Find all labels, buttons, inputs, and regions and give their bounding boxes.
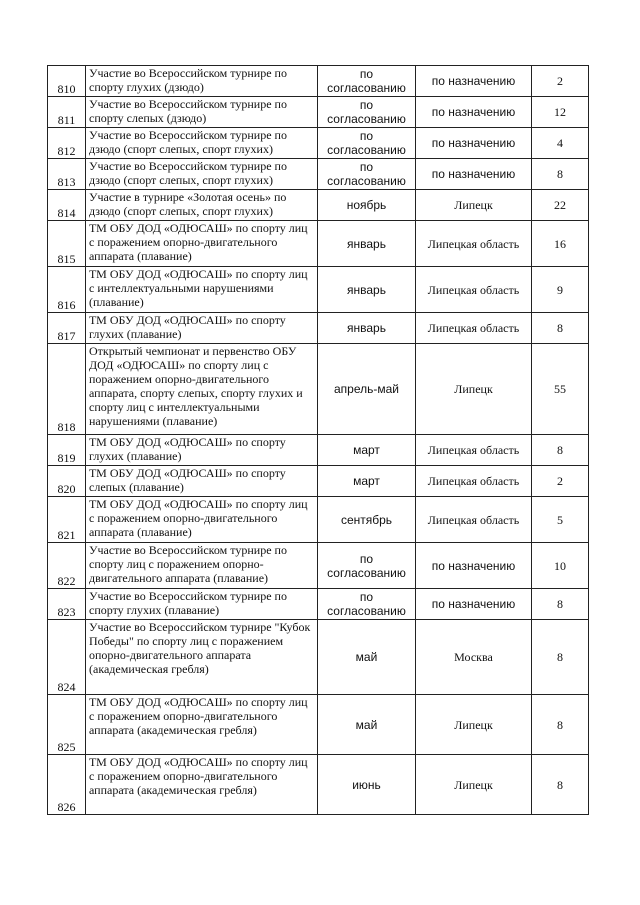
event-name: Участие в турнире «Золотая осень» по дзюдо (спорт слепых, спорт глухих) [86, 190, 318, 221]
participant-count: 8 [532, 313, 589, 344]
event-date: июнь [318, 755, 416, 815]
event-date: ноябрь [318, 190, 416, 221]
table-row [48, 190, 589, 221]
event-date: март [318, 466, 416, 497]
table-row [48, 589, 589, 620]
event-date: январь [318, 313, 416, 344]
event-place: Липецкая область [416, 221, 532, 267]
event-place: по назначению [416, 128, 532, 159]
participant-count: 5 [532, 497, 589, 543]
event-name: Участие во Всероссийском турнире по дзюдо (спорт слепых, спорт глухих) [86, 128, 318, 159]
event-name: Участие во Всероссийском турнире по спорту глухих (плавание) [86, 589, 318, 620]
row-number: 819 [48, 435, 86, 466]
participant-count: 8 [532, 620, 589, 695]
row-number: 825 [48, 695, 86, 755]
event-date: май [318, 695, 416, 755]
row-number: 816 [48, 267, 86, 313]
event-place: Липецкая область [416, 497, 532, 543]
row-number: 820 [48, 466, 86, 497]
table-row [48, 466, 589, 497]
row-number: 811 [48, 97, 86, 128]
event-name: ТМ ОБУ ДОД «ОДЮСАШ» по спорту слепых (плавание) [86, 466, 318, 497]
event-name: Участие во Всероссийском турнире по спорту лиц с поражением опорно-двигательного аппарата (плавание) [86, 543, 318, 589]
participant-count: 55 [532, 344, 589, 435]
event-place: Липецк [416, 695, 532, 755]
event-place: Липецкая область [416, 313, 532, 344]
event-date: по согласованию [318, 543, 416, 589]
table-row [48, 435, 589, 466]
table-row [48, 497, 589, 543]
participant-count: 22 [532, 190, 589, 221]
event-date: январь [318, 267, 416, 313]
event-place: Москва [416, 620, 532, 695]
event-place: по назначению [416, 543, 532, 589]
event-name: Участие во Всероссийском турнире "Кубок Победы" по спорту лиц с поражением опорно-двигательного аппарата (академическая гребля) [86, 620, 318, 695]
event-name: ТМ ОБУ ДОД «ОДЮСАШ» по спорту глухих (плавание) [86, 313, 318, 344]
row-number: 815 [48, 221, 86, 267]
participant-count: 10 [532, 543, 589, 589]
row-number: 812 [48, 128, 86, 159]
row-number: 824 [48, 620, 86, 695]
row-number: 817 [48, 313, 86, 344]
row-number: 821 [48, 497, 86, 543]
event-place: по назначению [416, 97, 532, 128]
event-date: по согласованию [318, 97, 416, 128]
table-row [48, 221, 589, 267]
event-name: ТМ ОБУ ДОД «ОДЮСАШ» по спорту лиц с поражением опорно-двигательного аппарата (академическая гребля) [86, 695, 318, 755]
row-number: 826 [48, 755, 86, 815]
event-date: сентябрь [318, 497, 416, 543]
participant-count: 9 [532, 267, 589, 313]
table-row [48, 344, 589, 435]
row-number: 818 [48, 344, 86, 435]
event-name: ТМ ОБУ ДОД «ОДЮСАШ» по спорту лиц с интеллектуальными нарушениями (плавание) [86, 267, 318, 313]
event-date: март [318, 435, 416, 466]
participant-count: 8 [532, 695, 589, 755]
event-date: по согласованию [318, 159, 416, 190]
table-row [48, 620, 589, 695]
event-name: Открытый чемпионат и первенство ОБУ ДОД «ОДЮСАШ» по спорту лиц с поражением опорно-двигательного аппарата, спорту слепых, спорту глухих и спорту лиц с интеллектуальными нарушениями (плавание) [86, 344, 318, 435]
event-date: январь [318, 221, 416, 267]
row-number: 823 [48, 589, 86, 620]
event-place: Липецкая область [416, 466, 532, 497]
table-row [48, 159, 589, 190]
row-number: 814 [48, 190, 86, 221]
event-place: по назначению [416, 589, 532, 620]
event-date: апрель-май [318, 344, 416, 435]
participant-count: 16 [532, 221, 589, 267]
participant-count: 12 [532, 97, 589, 128]
event-name: ТМ ОБУ ДОД «ОДЮСАШ» по спорту лиц с поражением опорно-двигательного аппарата (плавание) [86, 497, 318, 543]
event-name: Участие во Всероссийском турнире по спорту глухих (дзюдо) [86, 66, 318, 97]
event-place: Липецк [416, 344, 532, 435]
event-place: Липецкая область [416, 435, 532, 466]
event-name: ТМ ОБУ ДОД «ОДЮСАШ» по спорту лиц с поражением опорно-двигательного аппарата (плавание) [86, 221, 318, 267]
table-row [48, 66, 589, 97]
event-date: по согласованию [318, 128, 416, 159]
event-date: май [318, 620, 416, 695]
event-place: по назначению [416, 66, 532, 97]
table-row [48, 695, 589, 755]
event-name: Участие во Всероссийском турнире по спорту слепых (дзюдо) [86, 97, 318, 128]
participant-count: 8 [532, 589, 589, 620]
event-date: по согласованию [318, 66, 416, 97]
event-place: по назначению [416, 159, 532, 190]
event-name: ТМ ОБУ ДОД «ОДЮСАШ» по спорту лиц с поражением опорно-двигательного аппарата (академическая гребля) [86, 755, 318, 815]
row-number: 822 [48, 543, 86, 589]
participant-count: 2 [532, 466, 589, 497]
table-row [48, 543, 589, 589]
event-place: Липецк [416, 190, 532, 221]
participant-count: 4 [532, 128, 589, 159]
row-number: 810 [48, 66, 86, 97]
table-row [48, 97, 589, 128]
events-table [47, 65, 589, 815]
event-date: по согласованию [318, 589, 416, 620]
table-row [48, 128, 589, 159]
event-name: ТМ ОБУ ДОД «ОДЮСАШ» по спорту глухих (плавание) [86, 435, 318, 466]
row-number: 813 [48, 159, 86, 190]
participant-count: 8 [532, 435, 589, 466]
participant-count: 2 [532, 66, 589, 97]
event-place: Липецкая область [416, 267, 532, 313]
participant-count: 8 [532, 755, 589, 815]
table-row [48, 267, 589, 313]
participant-count: 8 [532, 159, 589, 190]
event-place: Липецк [416, 755, 532, 815]
event-name: Участие во Всероссийском турнире по дзюдо (спорт слепых, спорт глухих) [86, 159, 318, 190]
table-row [48, 755, 589, 815]
table-row [48, 313, 589, 344]
